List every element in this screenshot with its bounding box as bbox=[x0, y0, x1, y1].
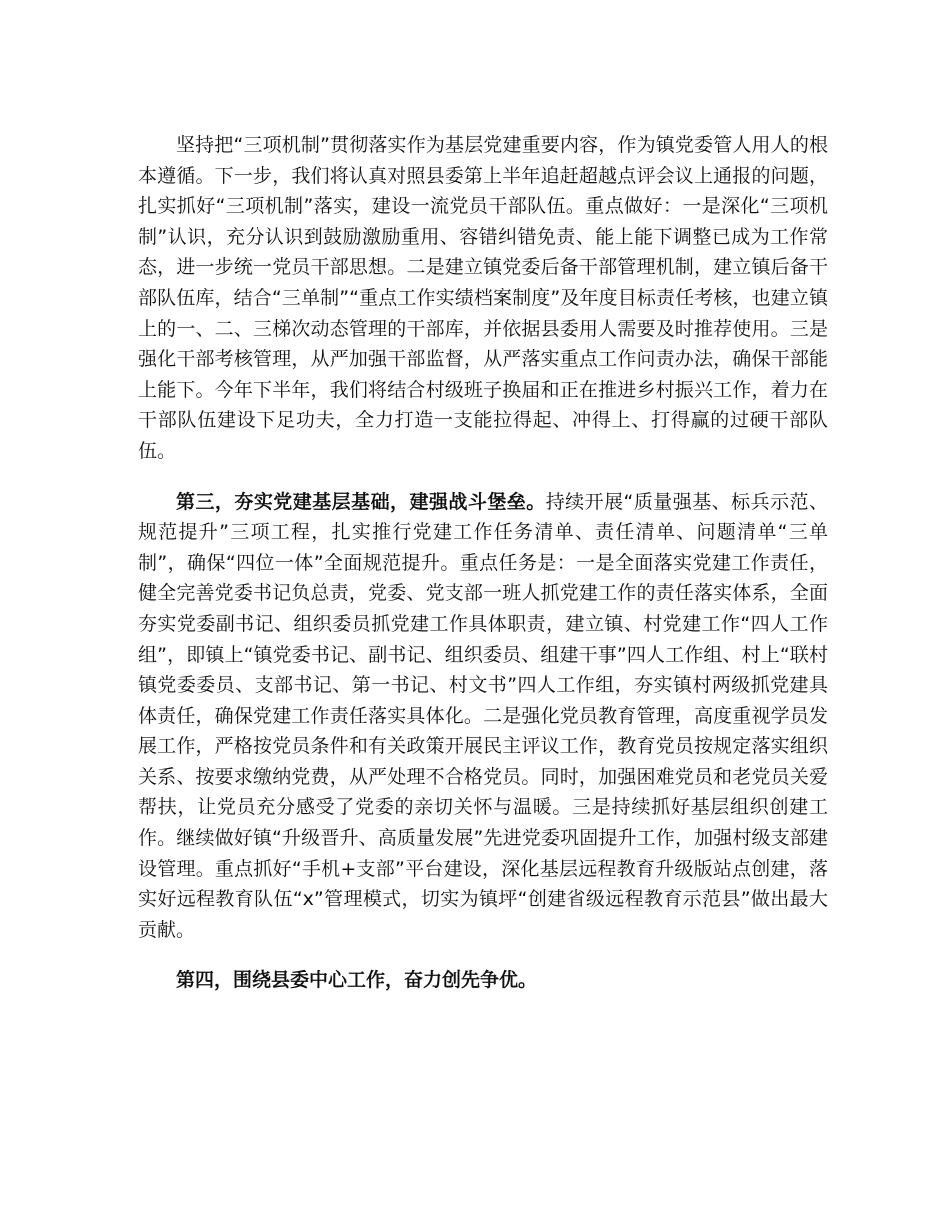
paragraph-fourth-point bbox=[138, 965, 828, 996]
paragraph-text: 持续开展“质量强基、标兵示范、规范提升”三项工程，扎实推行党建工作任务清单、责任清单、问题清单“三单制”，确保“四位一体”全面规范提升。重点任务是：一是全面落实党建工作责任，健全完善党委书记负总责，党委、党支部一班人抓党建工作的责任落实体系，全面夯实党委副书记、组织委员抓党建工作具体职责，建立镇、村党建工作“四人工作组”，即镇上“镇党委书记、副书记、组织委员、组建干事”四人工作组、村上“联村镇党委委员、支部书记、第一书记、村文书”四人工作组，夯实镇村两级抓党建具体责任，确保党建工作责任落实具体化。二是强化党员教育管理，高度重视学员发展工作，严格按党员条件和有关政策开展民主评议工作，教育党员按规定落实组织关系、按要求缴纳党费，从严处理不合格党员。同时，加强困难党员和老党员关爱帮扶，让党员充分感受了党委的亲切关怀与温暖。三是持续抓好基层组织创建工作。继续做好镇“升级晋升、高质量发展”先进党委巩固提升工作，加强村级支部建设管理。重点抓好“手机+支部”平台建设，深化基层远程教育升级版站点创建，落实好远程教育队伍“x”管理模式，切实为镇坪“创建省级远程教育示范县”做出最大贡献。 bbox=[138, 490, 828, 941]
paragraph-third-point bbox=[138, 487, 828, 946]
document-body bbox=[138, 130, 828, 1016]
paragraph-three-mechanisms bbox=[138, 130, 828, 467]
paragraph-lead: 第三，夯实党建基层基础，建强战斗堡垒。 bbox=[176, 490, 546, 513]
paragraph-lead: 第四，围绕县委中心工作，奋力创先争优。 bbox=[176, 969, 538, 992]
paragraph-text: 坚持把“三项机制”贯彻落实作为基层党建重要内容，作为镇党委管人用人的根本遵循。下一步，我们将认真对照县委第上半年追赶超越点评会议上通报的问题，扎实抓好“三项机制”落实，建设一流党员干部队伍。重点做好：一是深化“三项机制”认识，充分认识到鼓励激励重用、容错纠错免责、能上能下调整已成为工作常态，进一步统一党员干部思想。二是建立镇党委后备干部管理机制，建立镇后备干部队伍库，结合“三单制”“重点工作实绩档案制度”及年度目标责任考核，也建立镇上的一、二、三梯次动态管理的干部库，并依据县委用人需要及时推荐使用。三是强化干部考核管理，从严加强干部监督，从严落实重点工作问责办法，确保干部能上能下。今年下半年，我们将结合村级班子换届和正在推进乡村振兴工作，着力在干部队伍建设下足功夫，全力打造一支能拉得起、冲得上、打得赢的过硬干部队伍。 bbox=[138, 134, 828, 462]
